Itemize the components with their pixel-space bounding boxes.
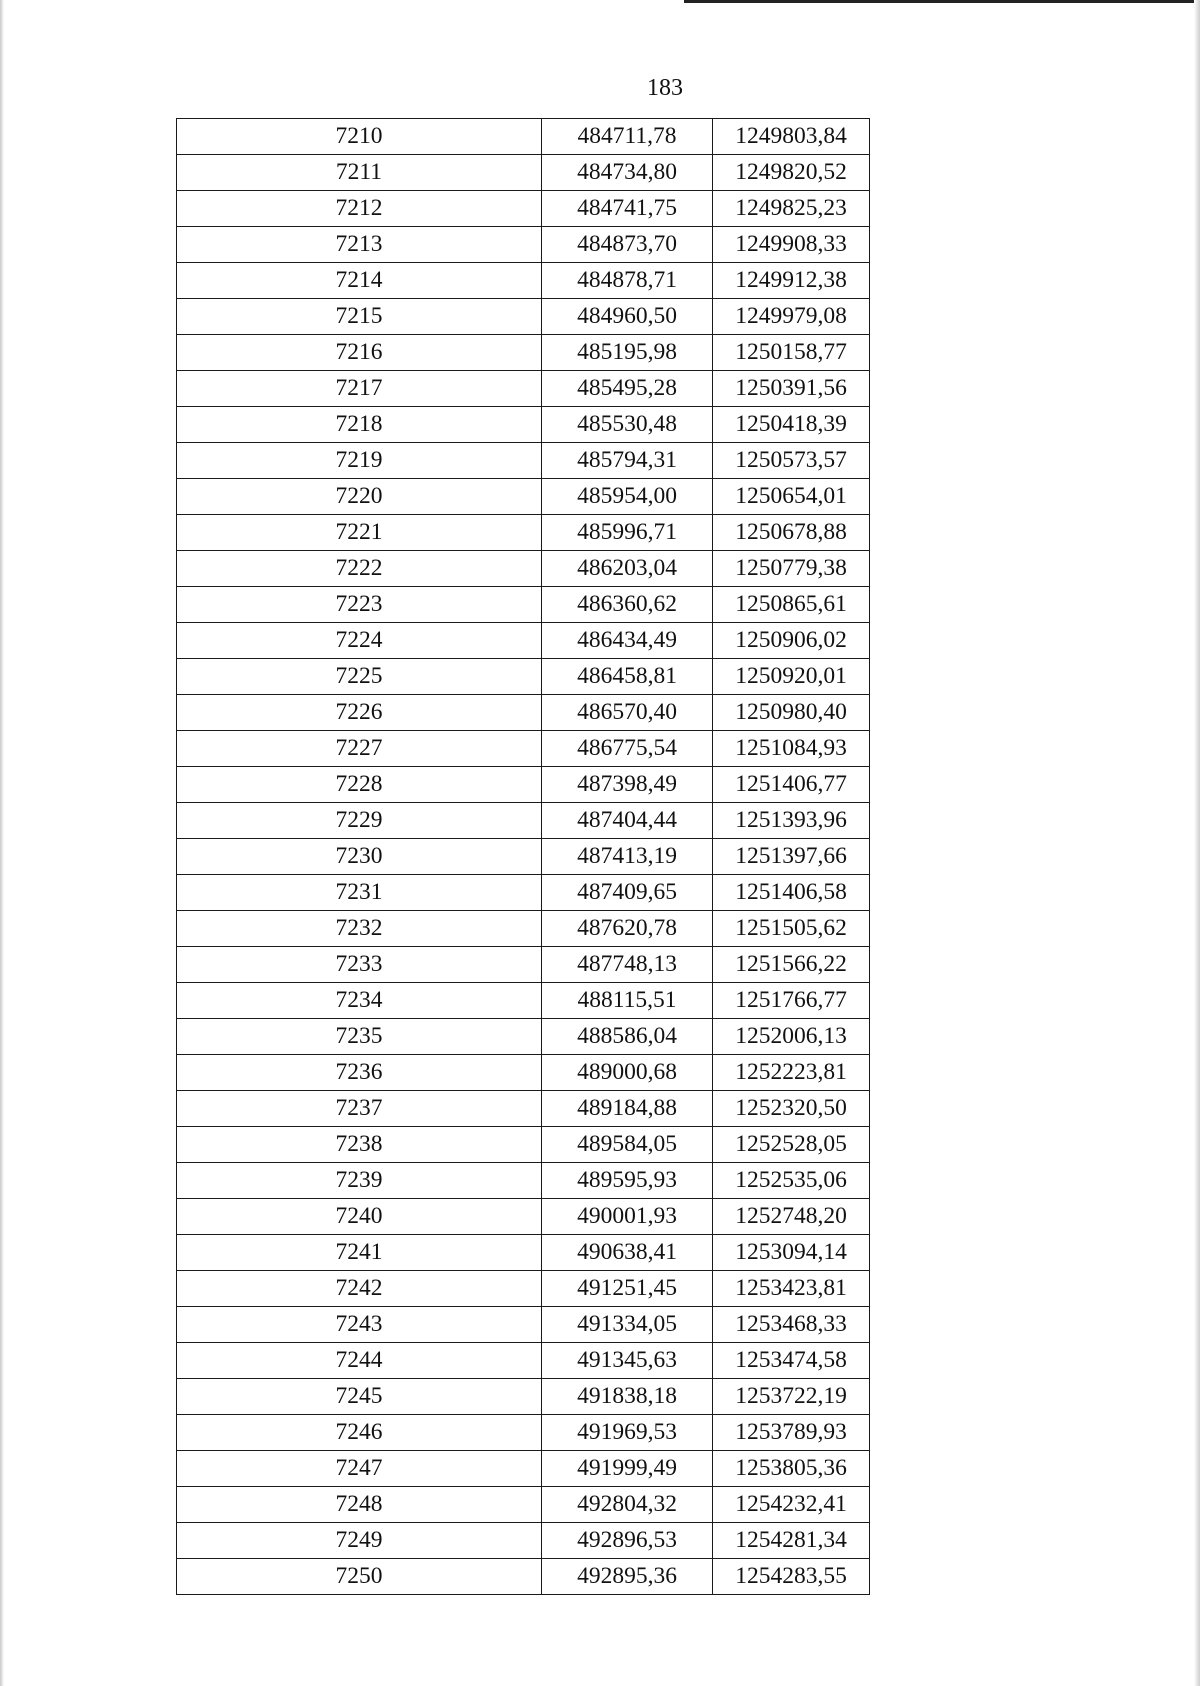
scan-right-edge [1194,0,1200,1686]
x-coordinate-cell: 485954,00 [542,479,713,515]
point-number-cell: 7227 [177,731,542,767]
x-coordinate-cell: 484960,50 [542,299,713,335]
point-number-cell: 7228 [177,767,542,803]
table-row [177,1451,870,1487]
x-coordinate-cell: 489000,68 [542,1055,713,1091]
y-coordinate-cell: 1250980,40 [713,695,870,731]
point-number-cell: 7219 [177,443,542,479]
point-number-cell: 7224 [177,623,542,659]
point-number-cell: 7241 [177,1235,542,1271]
x-coordinate-cell: 486458,81 [542,659,713,695]
x-coordinate-cell: 486434,49 [542,623,713,659]
table-row [177,1163,870,1199]
table-row [177,515,870,551]
coordinates-table [176,118,870,1595]
x-coordinate-cell: 491345,63 [542,1343,713,1379]
y-coordinate-cell: 1252006,13 [713,1019,870,1055]
point-number-cell: 7248 [177,1487,542,1523]
y-coordinate-cell: 1252535,06 [713,1163,870,1199]
x-coordinate-cell: 487404,44 [542,803,713,839]
table-row [177,1487,870,1523]
point-number-cell: 7249 [177,1523,542,1559]
x-coordinate-cell: 489595,93 [542,1163,713,1199]
top-border-rule [684,0,1200,3]
x-coordinate-cell: 485794,31 [542,443,713,479]
point-number-cell: 7250 [177,1559,542,1595]
x-coordinate-cell: 484711,78 [542,119,713,155]
table-row [177,623,870,659]
table-row [177,155,870,191]
table-row [177,947,870,983]
table-row [177,1091,870,1127]
page-number: 183 [647,75,683,101]
table-row [177,695,870,731]
y-coordinate-cell: 1254232,41 [713,1487,870,1523]
point-number-cell: 7229 [177,803,542,839]
table-row [177,227,870,263]
x-coordinate-cell: 486570,40 [542,695,713,731]
x-coordinate-cell: 490638,41 [542,1235,713,1271]
y-coordinate-cell: 1251566,22 [713,947,870,983]
table-row [177,1307,870,1343]
point-number-cell: 7211 [177,155,542,191]
x-coordinate-cell: 487620,78 [542,911,713,947]
x-coordinate-cell: 485530,48 [542,407,713,443]
point-number-cell: 7233 [177,947,542,983]
table-row [177,1343,870,1379]
x-coordinate-cell: 487413,19 [542,839,713,875]
point-number-cell: 7222 [177,551,542,587]
x-coordinate-cell: 485996,71 [542,515,713,551]
x-coordinate-cell: 488586,04 [542,1019,713,1055]
table-row [177,1055,870,1091]
point-number-cell: 7223 [177,587,542,623]
table-row [177,875,870,911]
table-row [177,983,870,1019]
y-coordinate-cell: 1250678,88 [713,515,870,551]
table-row [177,443,870,479]
y-coordinate-cell: 1251393,96 [713,803,870,839]
table-row [177,767,870,803]
point-number-cell: 7234 [177,983,542,1019]
scan-left-edge [0,0,4,1686]
point-number-cell: 7244 [177,1343,542,1379]
y-coordinate-cell: 1253805,36 [713,1451,870,1487]
table-row [177,299,870,335]
x-coordinate-cell: 491838,18 [542,1379,713,1415]
table-row [177,803,870,839]
table-row [177,1415,870,1451]
y-coordinate-cell: 1254283,55 [713,1559,870,1595]
y-coordinate-cell: 1250920,01 [713,659,870,695]
table-row [177,479,870,515]
x-coordinate-cell: 487409,65 [542,875,713,911]
x-coordinate-cell: 491969,53 [542,1415,713,1451]
point-number-cell: 7217 [177,371,542,407]
coordinates-table-wrapper [176,118,870,1595]
y-coordinate-cell: 1249912,38 [713,263,870,299]
y-coordinate-cell: 1252528,05 [713,1127,870,1163]
x-coordinate-cell: 486203,04 [542,551,713,587]
y-coordinate-cell: 1250573,57 [713,443,870,479]
y-coordinate-cell: 1249820,52 [713,155,870,191]
x-coordinate-cell: 488115,51 [542,983,713,1019]
table-row [177,335,870,371]
table-row [177,731,870,767]
point-number-cell: 7247 [177,1451,542,1487]
point-number-cell: 7231 [177,875,542,911]
table-row [177,371,870,407]
table-row [177,1523,870,1559]
y-coordinate-cell: 1250418,39 [713,407,870,443]
x-coordinate-cell: 491334,05 [542,1307,713,1343]
x-coordinate-cell: 484878,71 [542,263,713,299]
table-row [177,119,870,155]
point-number-cell: 7239 [177,1163,542,1199]
point-number-cell: 7237 [177,1091,542,1127]
point-number-cell: 7213 [177,227,542,263]
table-row [177,551,870,587]
y-coordinate-cell: 1249825,23 [713,191,870,227]
table-row [177,1559,870,1595]
y-coordinate-cell: 1251505,62 [713,911,870,947]
y-coordinate-cell: 1249908,33 [713,227,870,263]
point-number-cell: 7218 [177,407,542,443]
point-number-cell: 7245 [177,1379,542,1415]
x-coordinate-cell: 485495,28 [542,371,713,407]
point-number-cell: 7240 [177,1199,542,1235]
y-coordinate-cell: 1252320,50 [713,1091,870,1127]
x-coordinate-cell: 484873,70 [542,227,713,263]
coordinates-table-body [177,119,870,1595]
point-number-cell: 7236 [177,1055,542,1091]
point-number-cell: 7210 [177,119,542,155]
y-coordinate-cell: 1254281,34 [713,1523,870,1559]
y-coordinate-cell: 1250906,02 [713,623,870,659]
x-coordinate-cell: 492804,32 [542,1487,713,1523]
y-coordinate-cell: 1252223,81 [713,1055,870,1091]
table-row [177,1379,870,1415]
y-coordinate-cell: 1253094,14 [713,1235,870,1271]
point-number-cell: 7225 [177,659,542,695]
point-number-cell: 7242 [177,1271,542,1307]
x-coordinate-cell: 491251,45 [542,1271,713,1307]
y-coordinate-cell: 1249979,08 [713,299,870,335]
table-row [177,407,870,443]
y-coordinate-cell: 1249803,84 [713,119,870,155]
x-coordinate-cell: 486775,54 [542,731,713,767]
table-row [177,263,870,299]
x-coordinate-cell: 492896,53 [542,1523,713,1559]
y-coordinate-cell: 1250779,38 [713,551,870,587]
x-coordinate-cell: 491999,49 [542,1451,713,1487]
y-coordinate-cell: 1253468,33 [713,1307,870,1343]
y-coordinate-cell: 1253722,19 [713,1379,870,1415]
x-coordinate-cell: 487748,13 [542,947,713,983]
y-coordinate-cell: 1251766,77 [713,983,870,1019]
x-coordinate-cell: 484741,75 [542,191,713,227]
table-row [177,1127,870,1163]
point-number-cell: 7216 [177,335,542,371]
table-row [177,587,870,623]
point-number-cell: 7232 [177,911,542,947]
y-coordinate-cell: 1250865,61 [713,587,870,623]
x-coordinate-cell: 487398,49 [542,767,713,803]
table-row [177,1199,870,1235]
table-row [177,1271,870,1307]
y-coordinate-cell: 1253423,81 [713,1271,870,1307]
y-coordinate-cell: 1251406,77 [713,767,870,803]
y-coordinate-cell: 1251397,66 [713,839,870,875]
point-number-cell: 7226 [177,695,542,731]
y-coordinate-cell: 1253789,93 [713,1415,870,1451]
point-number-cell: 7220 [177,479,542,515]
x-coordinate-cell: 489184,88 [542,1091,713,1127]
y-coordinate-cell: 1253474,58 [713,1343,870,1379]
table-row [177,1019,870,1055]
y-coordinate-cell: 1250158,77 [713,335,870,371]
x-coordinate-cell: 484734,80 [542,155,713,191]
point-number-cell: 7212 [177,191,542,227]
table-row [177,839,870,875]
point-number-cell: 7215 [177,299,542,335]
table-row [177,1235,870,1271]
point-number-cell: 7214 [177,263,542,299]
x-coordinate-cell: 489584,05 [542,1127,713,1163]
x-coordinate-cell: 490001,93 [542,1199,713,1235]
point-number-cell: 7230 [177,839,542,875]
y-coordinate-cell: 1251406,58 [713,875,870,911]
point-number-cell: 7238 [177,1127,542,1163]
point-number-cell: 7235 [177,1019,542,1055]
y-coordinate-cell: 1250391,56 [713,371,870,407]
x-coordinate-cell: 485195,98 [542,335,713,371]
point-number-cell: 7243 [177,1307,542,1343]
x-coordinate-cell: 492895,36 [542,1559,713,1595]
table-row [177,191,870,227]
x-coordinate-cell: 486360,62 [542,587,713,623]
table-row [177,911,870,947]
point-number-cell: 7246 [177,1415,542,1451]
y-coordinate-cell: 1252748,20 [713,1199,870,1235]
y-coordinate-cell: 1250654,01 [713,479,870,515]
y-coordinate-cell: 1251084,93 [713,731,870,767]
table-row [177,659,870,695]
point-number-cell: 7221 [177,515,542,551]
